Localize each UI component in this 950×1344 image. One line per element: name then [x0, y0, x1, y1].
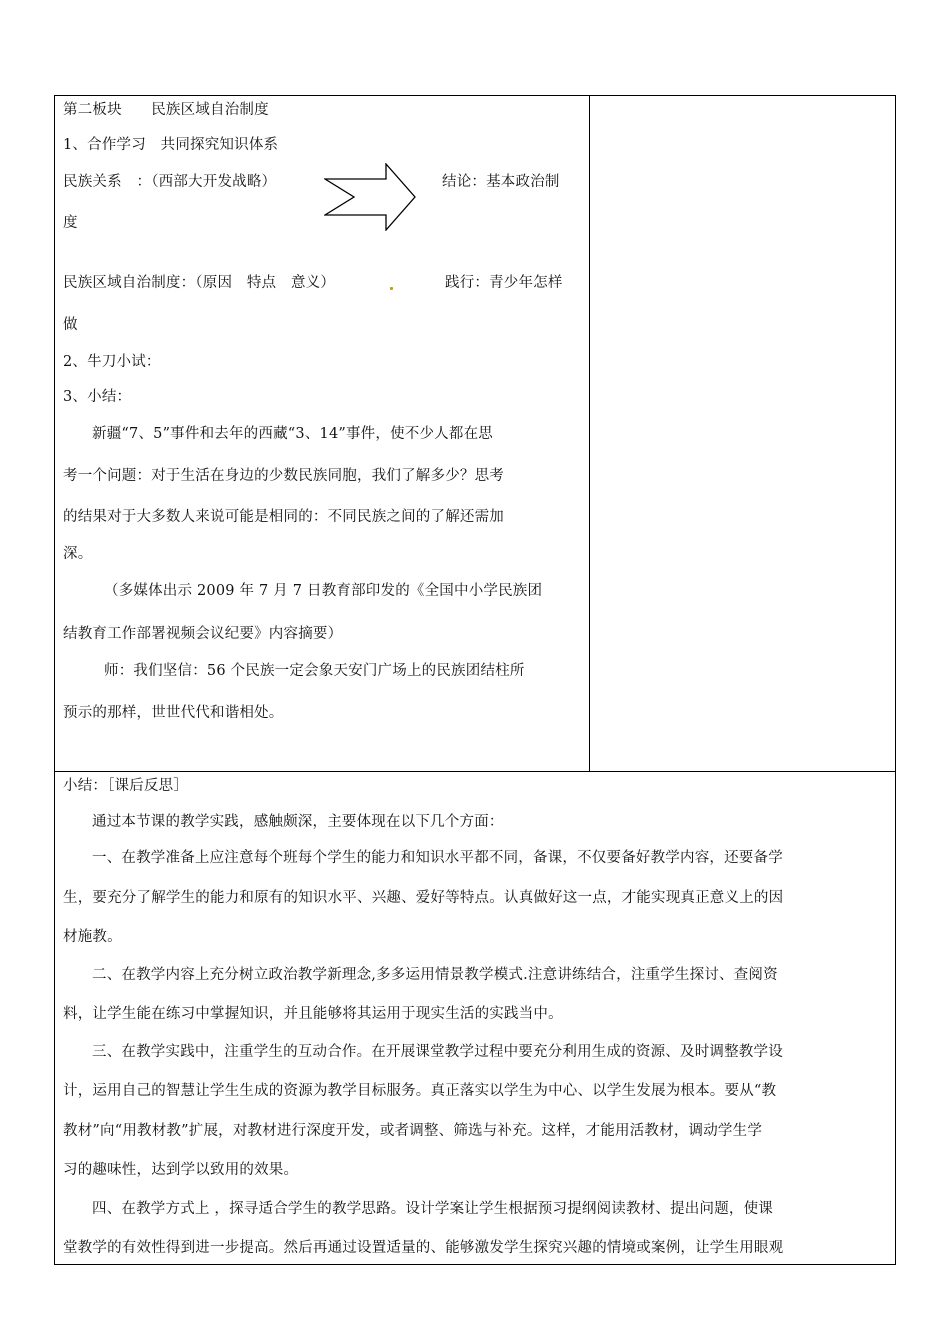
point-1-line-1: 一、在教学准备上应注意每个班每个学生的能力和知识水平都不同，备课，不仅要备好教学内容，还要备学 [92, 850, 783, 866]
section-title: 第二板块 民族区域自治制度 [63, 102, 269, 118]
point-4-line-2: 堂教学的有效性得到进一步提高。然后再通过设置适量的、能够激发学生探究兴趣的情境或案例，让学生用眼观 [63, 1240, 784, 1256]
table-border-right [895, 95, 896, 1265]
table-border-bottom [54, 1264, 896, 1265]
paragraph-3-line-1: 师：我们坚信：56 个民族一定会象天安门广场上的民族团结柱所 [104, 663, 525, 679]
point-3-line-4: 习的趣味性，达到学以致用的效果。 [63, 1162, 299, 1178]
paragraph-1-line-1: 新疆“7、5”事件和去年的西藏“3、14”事件，使不少人都在思 [92, 426, 493, 442]
paragraph-1-line-3: 的结果对于大多数人来说可能是相同的：不同民族之间的了解还需加 [63, 509, 504, 525]
right-arrow-icon [324, 163, 416, 231]
conclusion-continuation: 度 [63, 215, 78, 231]
autonomy-label: 民族区域自治制度：（原因 特点 意义） [63, 275, 336, 291]
point-3-line-2: 计，运用自己的智慧让学生生成的资源为教学目标服务。真正落实以学生为中心、以学生发展为根本。要从“教 [63, 1083, 777, 1099]
table-row-divider [54, 771, 896, 772]
relation-label: 民族关系 ：（西部大开发战略） [63, 174, 277, 190]
table-border-left [54, 95, 55, 1265]
point-4-line-1: 四、在教学方式上 ，探寻适合学生的教学思路。设计学案让学生根据预习提纲阅读教材、提出问题，使课 [92, 1201, 774, 1217]
paragraph-2-line-1: （多媒体出示 2009 年 7 月 7 日教育部印发的《全国中小学民族团 [104, 583, 543, 599]
table-border-top [54, 95, 896, 96]
paragraph-1-line-4: 深。 [63, 546, 93, 562]
paragraph-2-line-2: 结教育工作部署视频会议纪要》内容摘要） [63, 626, 343, 642]
table-column-divider [589, 95, 590, 771]
item-2: 2、牛刀小试： [63, 354, 161, 370]
paragraph-3-line-2: 预示的那样，世世代代和谐相处。 [63, 705, 284, 721]
practice-text: 践行：青少年怎样 [445, 275, 563, 291]
yellow-mark [390, 287, 393, 290]
reflection-intro: 通过本节课的教学实践，感触颇深，主要体现在以下几个方面： [92, 814, 504, 830]
point-2-line-1: 二、在教学内容上充分树立政治教学新理念,多多运用情景教学模式.注意讲练结合，注重学生探讨、查阅资 [92, 967, 778, 983]
paragraph-1-line-2: 考一个问题：对于生活在身边的少数民族同胞，我们了解多少？思考 [63, 468, 504, 484]
item-1: 1、合作学习 共同探究知识体系 [63, 137, 279, 153]
reflection-heading: 小结：［课后反思］ [63, 778, 189, 794]
point-3-line-3: 教材”向“用教材教”扩展，对教材进行深度开发，或者调整、筛选与补充。这样，才能用活教材，调动学生学 [63, 1123, 763, 1139]
point-3-line-1: 三、在教学实践中，注重学生的互动合作。在开展课堂教学过程中要充分利用生成的资源、及时调整教学设 [92, 1044, 783, 1060]
point-2-line-2: 料，让学生能在练习中掌握知识，并且能够将其运用于现实生活的实践当中。 [63, 1006, 563, 1022]
item-3: 3、小结： [63, 389, 132, 405]
point-1-line-2: 生，要充分了解学生的能力和原有的知识水平、兴趣、爱好等特点。认真做好这一点，才能实现真正意义上的因 [63, 890, 784, 906]
conclusion-text: 结论：基本政治制 [442, 174, 560, 190]
practice-continuation: 做 [63, 317, 78, 333]
point-1-line-3: 材施教。 [63, 929, 122, 945]
